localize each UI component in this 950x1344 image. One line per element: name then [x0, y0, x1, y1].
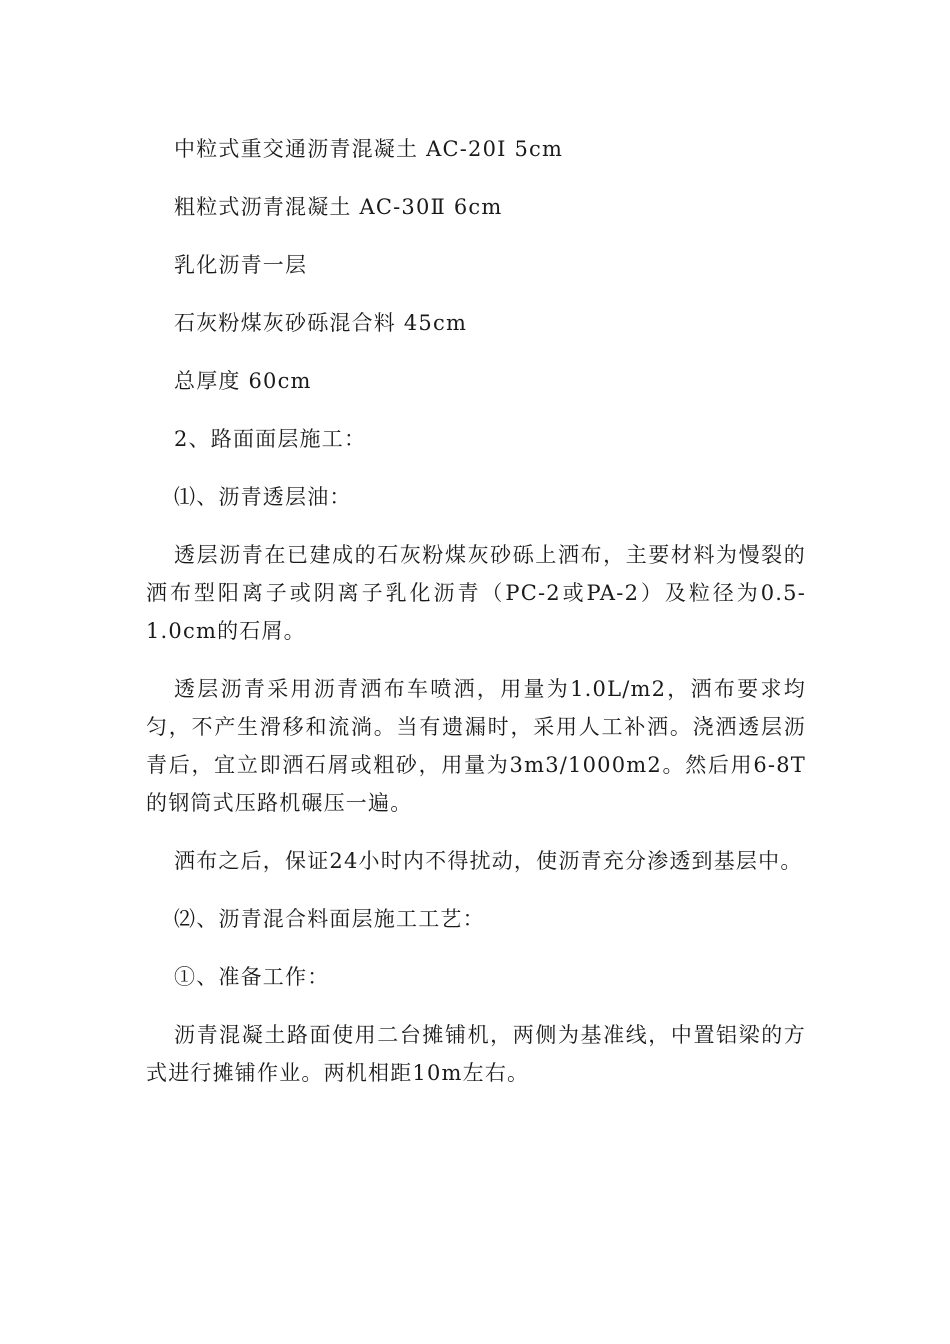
- item-heading-preparation: ①、准备工作：: [174, 965, 330, 989]
- subsection-heading-prime-coat: ⑴、沥青透层油：: [174, 485, 352, 509]
- paragraph-base-layer: 石灰粉煤灰砂砾混合料 45cm: [174, 311, 468, 335]
- paragraph-paver-setup: 沥青混凝土路面使用二台摊铺机，两侧为基准线，中置铝梁的方式进行摊铺作业。两机相距10m左右。: [146, 1023, 806, 1085]
- paragraph-emulsified-layer: 乳化沥青一层: [174, 253, 308, 277]
- paragraph-middle-layer: 粗粒式沥青混凝土 AC-30Ⅱ 6cm: [174, 195, 503, 219]
- paragraph-prime-coat-spraying: 透层沥青采用沥青洒布车喷洒，用量为1.0L/m2，洒布要求均匀，不产生滑移和流淌。当有遗漏时，采用人工补洒。浇洒透层沥青后，宜立即洒石屑或粗砂，用量为3m3/1000m2。然后用6-8T的钢筒式压路机碾压一遍。: [146, 677, 806, 815]
- paragraph-after-spraying: 洒布之后，保证24小时内不得扰动，使沥青充分渗透到基层中。: [174, 849, 803, 873]
- document-body: [146, 130, 806, 1112]
- section-heading-pavement: 2、路面面层施工：: [174, 427, 367, 451]
- paragraph-surface-layer: 中粒式重交通沥青混凝土 AC-20I 5cm: [174, 137, 564, 161]
- paragraph-prime-coat-materials: 透层沥青在已建成的石灰粉煤灰砂砾上洒布，主要材料为慢裂的洒布型阳离子或阴离子乳化沥青（PC-2或PA-2）及粒径为0.5-1.0cm的石屑。: [146, 543, 806, 643]
- subsection-heading-asphalt-mixture: ⑵、沥青混合料面层施工工艺：: [174, 907, 485, 931]
- paragraph-total-thickness: 总厚度 60cm: [174, 369, 312, 393]
